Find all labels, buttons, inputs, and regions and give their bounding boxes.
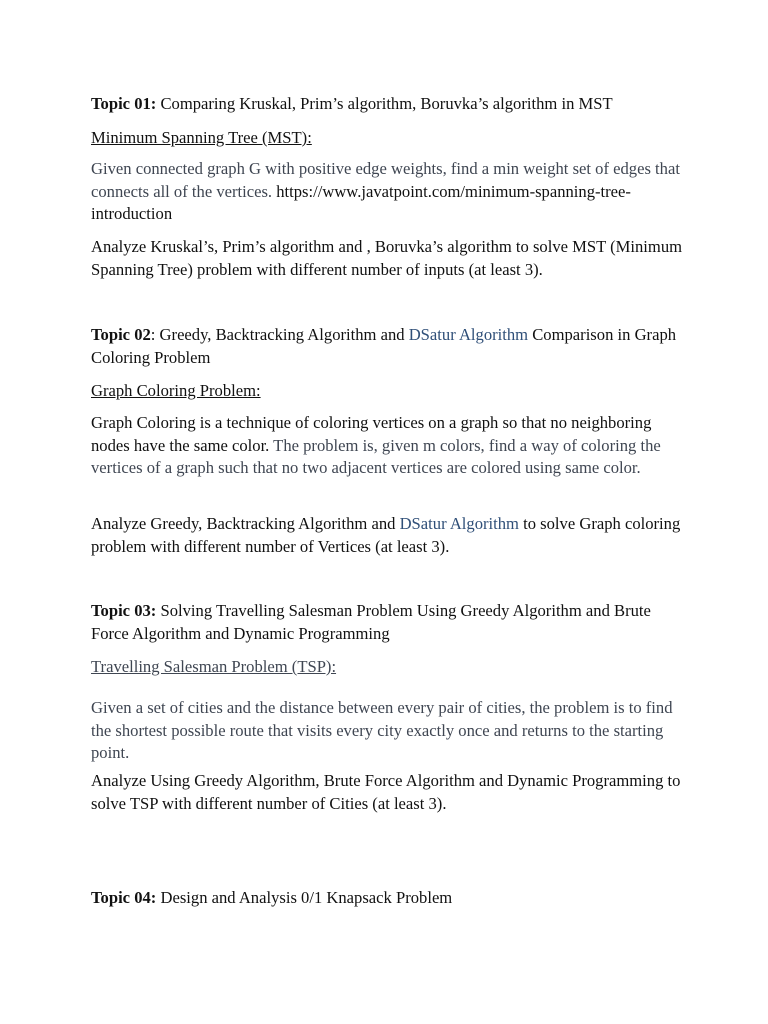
topic-01-task: Analyze Kruskal’s, Prim’s algorithm and , Boruvka’s algorithm to solve MST (Minimum Spanning Tree) problem with different number of inputs (at least 3). bbox=[91, 237, 683, 279]
topic-01-description bbox=[91, 158, 691, 226]
topic-02-task-dsatur: DSatur Algorithm bbox=[399, 514, 519, 533]
topic-02-description-text-b: The problem is, given m colors, find a way of coloring the vertices of a graph such that no two adjacent vertices are colored using same color. bbox=[91, 435, 661, 477]
topic-03-title bbox=[91, 600, 691, 645]
topic-02-task-text-a: Analyze Greedy, Backtracking Algorithm and bbox=[91, 514, 400, 533]
topic-02-label: Topic 02 bbox=[91, 325, 151, 344]
topic-02-heading: Graph Coloring Problem: bbox=[91, 381, 261, 400]
topic-04-title-text: Design and Analysis 0/1 Knapsack Problem bbox=[156, 888, 453, 907]
topic-01-description-text: Given connected graph G with positive edge weights, find a min weight set of edges that connects all of the vertices. bbox=[91, 159, 680, 201]
topic-01-heading: Minimum Spanning Tree (MST): bbox=[91, 128, 312, 147]
topic-02-title-text-b: Comparison in Graph Coloring Problem bbox=[91, 325, 677, 367]
topic-03-task: Analyze Using Greedy Algorithm, Brute Force Algorithm and Dynamic Programming to solve TSP with different number of Cities (at least 3). bbox=[91, 771, 681, 813]
topic-03-heading: Travelling Salesman Problem (TSP): bbox=[91, 657, 337, 676]
topic-02-dsatur-link: DSatur Algorithm bbox=[408, 325, 529, 344]
topic-02-task-text-b: to solve Graph coloring problem with different number of Vertices (at least 3). bbox=[91, 514, 681, 556]
topic-04-title bbox=[91, 887, 691, 910]
topic-04-label: Topic 04: bbox=[91, 888, 157, 907]
topic-02-task bbox=[91, 513, 691, 558]
topic-01-label: Topic 01: bbox=[91, 94, 157, 113]
topic-02-description bbox=[91, 412, 691, 480]
topic-02-title-text-a: : Greedy, Backtracking Algorithm and bbox=[150, 325, 409, 344]
topic-02-description-text-a: Graph Coloring is a technique of coloring vertices on a graph so that no neighboring nodes have the same color. bbox=[91, 413, 652, 455]
topic-02-title bbox=[91, 324, 691, 369]
topic-01-reference-link[interactable]: https://www.javatpoint.com/minimum-spanning-tree-introduction bbox=[91, 181, 631, 223]
topic-01-title bbox=[91, 93, 691, 116]
topic-03-label: Topic 03: bbox=[91, 601, 157, 620]
topic-03-description: Given a set of cities and the distance between every pair of cities, the problem is to find the shortest possible route that visits every city exactly once and returns to the starting point. bbox=[91, 698, 673, 762]
topic-01-title-text: Comparing Kruskal, Prim’s algorithm, Boruvka’s algorithm in MST bbox=[156, 94, 613, 113]
topic-03-title-text: Solving Travelling Salesman Problem Using Greedy Algorithm and Brute Force Algorithm and Dynamic Programming bbox=[91, 601, 651, 643]
